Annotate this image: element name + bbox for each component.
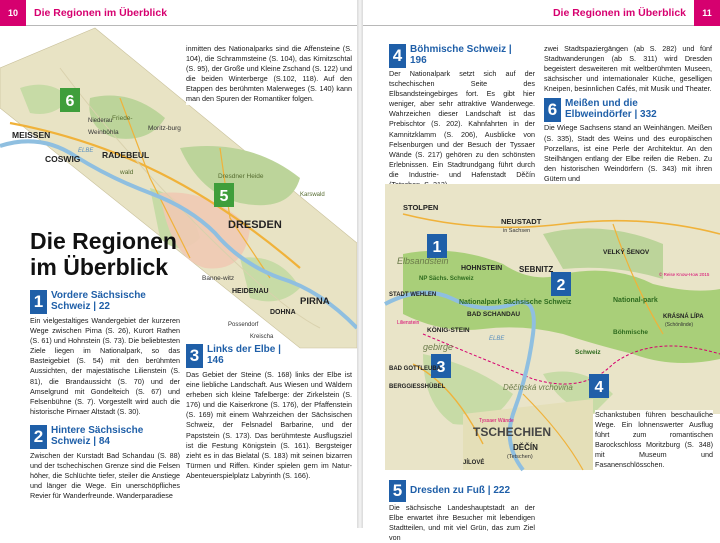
label-decin: DĚČÍN xyxy=(513,443,538,452)
label-neustadt: NEUSTADT xyxy=(501,217,542,226)
section-2-heading xyxy=(30,425,180,449)
label-map-copyright: © Reise Know-How 2015 xyxy=(659,272,710,277)
label-dohna: DOHNA xyxy=(270,309,296,316)
label-in-sachsen: in Sachsen xyxy=(503,228,531,234)
section-5-heading xyxy=(389,480,535,502)
label-elbe-right: ELBE xyxy=(489,336,505,342)
label-hohnstein: HOHNSTEIN xyxy=(461,265,503,272)
label-np-saechs-schweiz: NP Sächs. Schweiz xyxy=(419,276,474,282)
section-3-title: Links der Elbe | 146 xyxy=(207,344,281,366)
section-6-body: Die Wiege Sachsens stand an Weinhängen. Meißen (S. 335), Stadt des Weins und des europäischen Porzellans, ist eine Perle der Architektur. An den Steilhängen entlang der Elbe reifen die Reben. Zu den historischen Weindörfern (S. 343) mit ihren Gütern und xyxy=(544,123,712,183)
label-elbsandstein: Elbsandstein xyxy=(397,256,449,266)
map-marker-5: 5 xyxy=(219,188,229,205)
right-page xyxy=(363,0,720,543)
right-column-1 xyxy=(389,44,535,190)
label-tetschen: (Tetschen) xyxy=(507,454,533,460)
label-stadt-wehlen: STADT WEHLEN xyxy=(389,292,437,298)
label-pirna: PIRNA xyxy=(300,296,330,307)
label-dresdner-heide: Dresdner Heide xyxy=(218,173,264,180)
section-2-continuation: inmitten des Nationalparks sind die Affensteine (S. 104), die Schrammsteine (S. 104), das Kirnitzschtal (S. 95), der Große und Kleine Zschand (S. 122) und die beiden Winterberge (S.102, 118). Auf den Etappen des berühmten Malerweges (S. 140) kann man den Spuren der Romantiker folgen. xyxy=(186,44,352,104)
section-3-number: 3 xyxy=(186,344,203,368)
section-1-body: Ein vielgestaltiges Wandergebiet der kurzeren Wege zwischen Pirna (S. 26), Kurort Rathen (S. 61) und Hohnstein (S. 73). Die beliebtesten Ziele liegen im Nationalpark, so das Basteigebiet (S. 54) mit den berühmten Aussichten, der majestätische Lilienstein (S. 81), die Brandaussicht (S. 70) und der Amselgrund mit Gondelteich (S. 67) und Felsenbühne (S. 7). Vorgestellt wird auch die historische Pirnaer Altstadt (S. 30). xyxy=(30,316,180,416)
label-wald: wald xyxy=(120,169,134,176)
section-1-title: Vordere Sächsische Schweiz | 22 xyxy=(51,290,146,312)
label-jilove: JÍLOVÉ xyxy=(463,460,485,466)
section-6-continuation: Schankstuben führen beschauliche Wege. Ein lohnenswerter Ausflug führt zum romantischen Barockschloss Moritzburg (S. 348) mit Museum und Fasanenschlösschen. xyxy=(595,410,713,470)
label-bannewitz: Banne-witz xyxy=(202,275,235,282)
map-marker-2: 2 xyxy=(556,277,566,294)
label-nationalpark-right: National-park xyxy=(613,297,658,304)
label-elbe-left: ELBE xyxy=(78,148,94,154)
left-column-1 xyxy=(30,290,180,501)
section-4-number: 4 xyxy=(389,44,406,68)
label-decinska-vrchovina: Děčínská vrchovina xyxy=(503,383,573,392)
section-4-body: Der Nationalpark setzt sich auf der tschechischen Seite des Elbsandsteingebirges fort. Es gibt hier weniger, aber sehr attraktive Wanderwege. Wahrzeichen dieser Landschaft ist das Prebischtor (S. 202). Kahnfahrten in der Kamnitzklamm (S. 206), Ausblicke von Felsenburgen und der Besuch der Tyssaer Wände (S. 217) gehören zu den schönsten Erlebnissen. Ein Stadtrundgang führt durch die Industrie- und Hafenstadt Děčín xyxy=(389,69,535,179)
label-radebeul: RADEBEUL xyxy=(102,150,150,160)
section-5 xyxy=(389,480,535,543)
label-velky-senov: VELKÝ ŠENOV xyxy=(603,249,650,256)
label-stolpen: STOLPEN xyxy=(403,203,439,212)
label-meissen: MEISSEN xyxy=(12,130,51,140)
section-3-heading xyxy=(186,344,352,368)
map-marker-6: 6 xyxy=(65,93,75,110)
label-schweiz: Schweiz xyxy=(575,349,601,356)
section-3-body: Das Gebiet der Steine (S. 168) links der Elbe ist eine liebliche Landschaft. Aus Wiesen und Wäldern erheben sich kleine Tafelberge: der Zirkelstein (S. 176) und die Kaiserkrone (S. 176), der Pfaffenstein (S. 169) mit einem Wahrzeichen der Sächsischen Schweiz, der Felsnadel Barbarine, und der Papststein (S. 173). Das berühmteste Ausflugsziel ist die Festung Königstein (S. 161). Bergsteiger zieht es in das Bielatal (S. 183) mit seinen bizarren Türmen und Riffen. Kinder spielen gern im Natur-Abenteuerspielplatz Labyrinth (S. 166). xyxy=(186,370,352,480)
label-bad-schandau: BAD SCHANDAU xyxy=(467,311,521,318)
section-6-title: Meißen und die Elbweindörfer | 332 xyxy=(565,98,657,121)
section-6-heading xyxy=(544,98,712,122)
map-marker-3: 3 xyxy=(436,359,446,376)
section-1-number: 1 xyxy=(30,290,47,314)
label-niederau: Niederau xyxy=(88,118,113,124)
section-2-title: Hintere Sächsische Schweiz | 84 xyxy=(51,424,144,447)
label-weinboehla: Weinböhla xyxy=(88,129,119,136)
label-gebirge: gebirge xyxy=(423,342,454,352)
label-coswig: COSWIG xyxy=(45,154,81,164)
section-5-number: 5 xyxy=(389,480,406,502)
label-berggiesshuebel: BERGGIESSHÜBEL xyxy=(389,384,446,390)
left-page-number: 10 xyxy=(0,0,26,26)
label-friede: Friede- xyxy=(112,115,133,122)
label-lilienstein: Lilienstein xyxy=(397,320,420,326)
right-header xyxy=(363,0,720,26)
right-column-2 xyxy=(544,44,712,184)
left-column-2 xyxy=(186,44,352,105)
label-moritzburg: Moritz-burg xyxy=(148,125,181,132)
section-6-number: 6 xyxy=(544,98,561,122)
label-boehmische: Böhmische xyxy=(613,329,649,336)
section-1-heading xyxy=(30,290,180,314)
section-2-body: Zwischen der Kurstadt Bad Schandau (S. 88) und der tschechischen Grenze sind die Felsen höher, die Schlüchte tiefer, steiler die Anstiege und länger die Wege. Ein unerschöpfliches Revier für Wanderfreunde. Wanderparadiese xyxy=(30,450,180,501)
left-page xyxy=(0,0,357,528)
section-4-heading xyxy=(389,44,535,68)
label-tschechien: TSCHECHIEN xyxy=(473,425,552,439)
label-krasna-lipa: KRÁSNÁ LÍPA xyxy=(663,314,704,320)
left-header xyxy=(0,0,357,26)
section-5-body: Die sächsische Landeshauptstadt an der Elbe erwartet ihre Besucher mit lebendigen Stadtteilen, und mit viel Grün, das zum Ziel von xyxy=(389,503,535,543)
label-bad-gottleuba: BAD GOTTLEUBA xyxy=(389,366,441,372)
section-5-title: Dresden zu Fuß | 222 xyxy=(410,485,511,496)
label-karswald: Karswald xyxy=(300,192,325,198)
right-header-title: Die Regionen im Überblick xyxy=(552,6,686,19)
page-big-title: Die Regionen im Überblick xyxy=(30,228,177,280)
label-tyssaer-waende: Tyssaer Wände xyxy=(479,418,514,424)
label-schoenlinde: (Schönlinde) xyxy=(665,322,694,328)
section-4-title: Böhmische Schweiz | 196 xyxy=(410,44,512,66)
label-sebnitz: SEBNITZ xyxy=(519,265,554,274)
map-marker-4: 4 xyxy=(594,379,604,396)
label-kreischa: Kreischa xyxy=(250,334,274,340)
map-marker-1: 1 xyxy=(432,239,442,256)
label-heidenau: HEIDENAU xyxy=(232,288,269,295)
section-2-number: 2 xyxy=(30,425,47,449)
section-3 xyxy=(186,344,352,481)
label-dresden: DRESDEN xyxy=(228,219,282,231)
label-koenigstein: KÖNIG-STEIN xyxy=(427,327,470,334)
label-possendorf: Possendorf xyxy=(228,322,259,328)
section-5-continuation: zwei Stadtspaziergängen (ab S. 282) und fünf Stadtwanderungen (ab S. 311) wird Dresden begeistert desweiteren mit weltberühmten Museen, sächsischer und internationaler Küche, geselligen Kneipen, besinnlichen Cafés, mit Musik und Theater. xyxy=(544,44,712,94)
right-page-number: 11 xyxy=(694,0,720,26)
label-nationalpark-saechsische-schweiz: Nationalpark Sächsische Schweiz xyxy=(459,299,572,306)
left-header-title: Die Regionen im Überblick xyxy=(34,6,168,19)
